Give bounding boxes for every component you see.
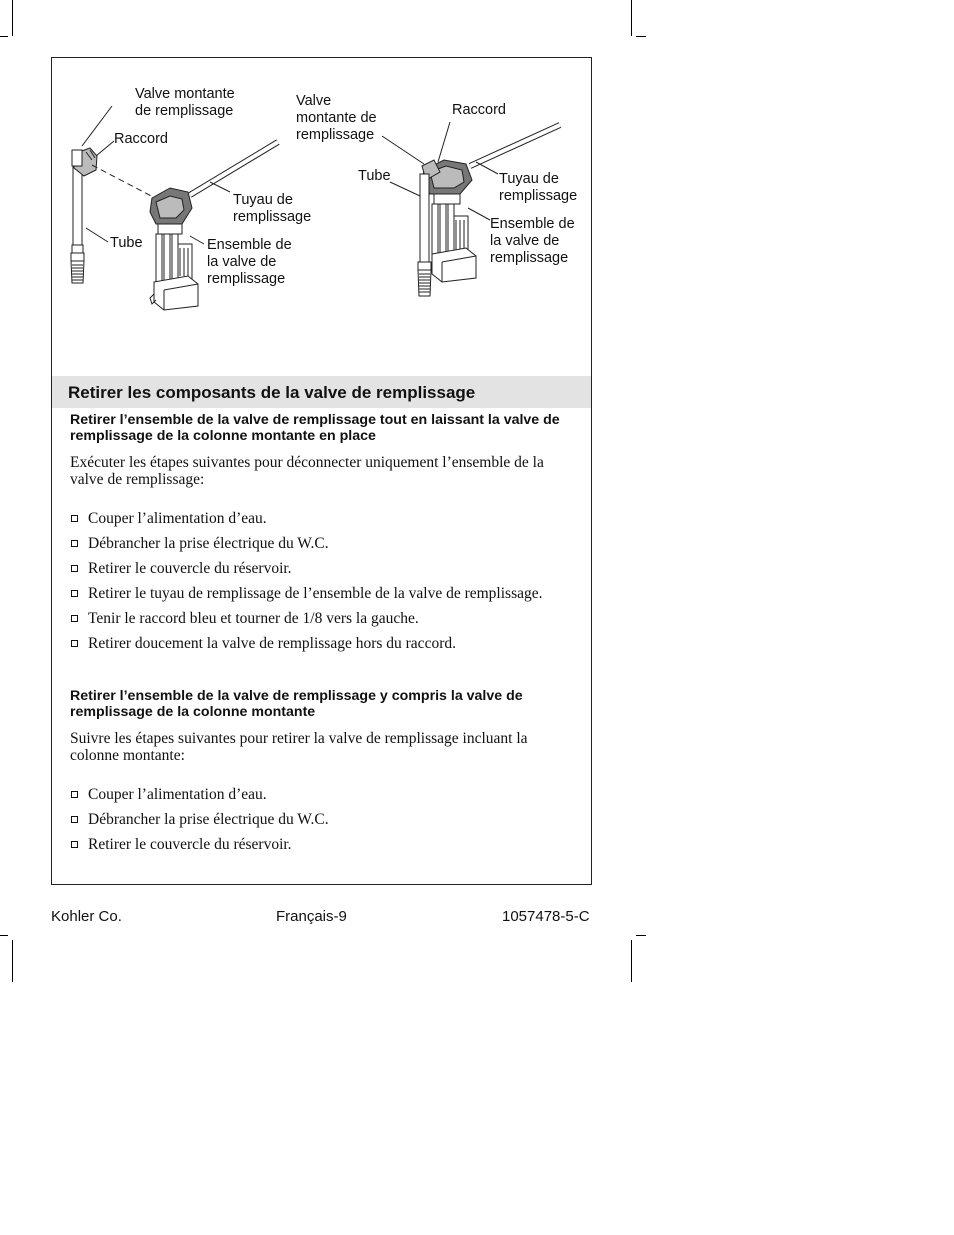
section-title-band	[52, 376, 591, 408]
part2-intro: Suivre les étapes suivantes pour retirer la valve de remplissage incluant la colonne montante:	[70, 730, 528, 764]
label-coupling-right: Raccord	[452, 102, 506, 118]
checkbox-icon	[71, 565, 78, 572]
part1-heading: Retirer l’ensemble de la valve de remplissage tout en laissant la valve de remplissage de la colonne montante en place	[70, 412, 560, 444]
part1-intro: Exécuter les étapes suivantes pour déconnecter uniquement l’ensemble de la valve de remplissage:	[70, 454, 544, 488]
crop-mark	[0, 935, 8, 936]
checkbox-icon	[71, 816, 78, 823]
label-valve-riser-left: Valve montante de remplissage	[135, 86, 235, 119]
crop-mark	[631, 940, 632, 982]
crop-mark	[0, 36, 8, 37]
list-item	[70, 836, 580, 853]
step-text: Débrancher la prise électrique du W.C.	[88, 535, 329, 552]
checkbox-icon	[71, 615, 78, 622]
list-item	[70, 510, 580, 527]
label-valve-riser-right: Valve montante de remplissage	[296, 93, 377, 143]
step-text: Retirer doucement la valve de remplissage hors du raccord.	[88, 635, 456, 652]
step-text: Tenir le raccord bleu et tourner de 1/8 vers la gauche.	[88, 610, 419, 627]
crop-mark	[636, 36, 646, 37]
part1-steps	[70, 510, 580, 660]
fill-valve-illustration	[52, 58, 591, 376]
section-title: Retirer les composants de la valve de remplissage	[68, 383, 476, 402]
step-text: Couper l’alimentation d’eau.	[88, 786, 267, 803]
checkbox-icon	[71, 515, 78, 522]
part2-heading: Retirer l’ensemble de la valve de remplissage y compris la valve de remplissage de la colonne montante	[70, 688, 523, 720]
label-tube-left: Tube	[110, 235, 143, 251]
list-item	[70, 635, 580, 652]
label-fill-tube-right: Tuyau de remplissage	[499, 171, 578, 204]
footer-page-number: Français-9	[276, 908, 347, 925]
list-item	[70, 786, 580, 803]
crop-mark	[12, 940, 13, 982]
list-item	[70, 535, 580, 552]
part2-steps	[70, 786, 580, 861]
footer-document-number: 1057478-5-C	[502, 908, 590, 925]
checkbox-icon	[71, 841, 78, 848]
crop-mark	[12, 0, 13, 36]
label-valve-assembly-left: Ensemble de la valve de remplissage	[207, 237, 292, 287]
checkbox-icon	[71, 640, 78, 647]
step-text: Débrancher la prise électrique du W.C.	[88, 811, 329, 828]
step-text: Retirer le tuyau de remplissage de l’ensemble de la valve de remplissage.	[88, 585, 543, 602]
crop-mark	[631, 0, 632, 36]
list-item	[70, 585, 580, 602]
checkbox-icon	[71, 590, 78, 597]
label-fill-tube-left: Tuyau de remplissage	[233, 192, 312, 225]
footer-company: Kohler Co.	[51, 908, 122, 925]
list-item	[70, 610, 580, 627]
content-frame	[51, 57, 592, 885]
step-text: Retirer le couvercle du réservoir.	[88, 560, 292, 577]
list-item	[70, 560, 580, 577]
checkbox-icon	[71, 791, 78, 798]
crop-mark	[636, 935, 646, 936]
step-text: Retirer le couvercle du réservoir.	[88, 836, 292, 853]
label-valve-assembly-right: Ensemble de la valve de remplissage	[490, 216, 575, 266]
list-item	[70, 811, 580, 828]
step-text: Couper l’alimentation d’eau.	[88, 510, 267, 527]
checkbox-icon	[71, 540, 78, 547]
label-coupling-left: Raccord	[114, 131, 168, 147]
label-tube-right: Tube	[358, 168, 391, 184]
